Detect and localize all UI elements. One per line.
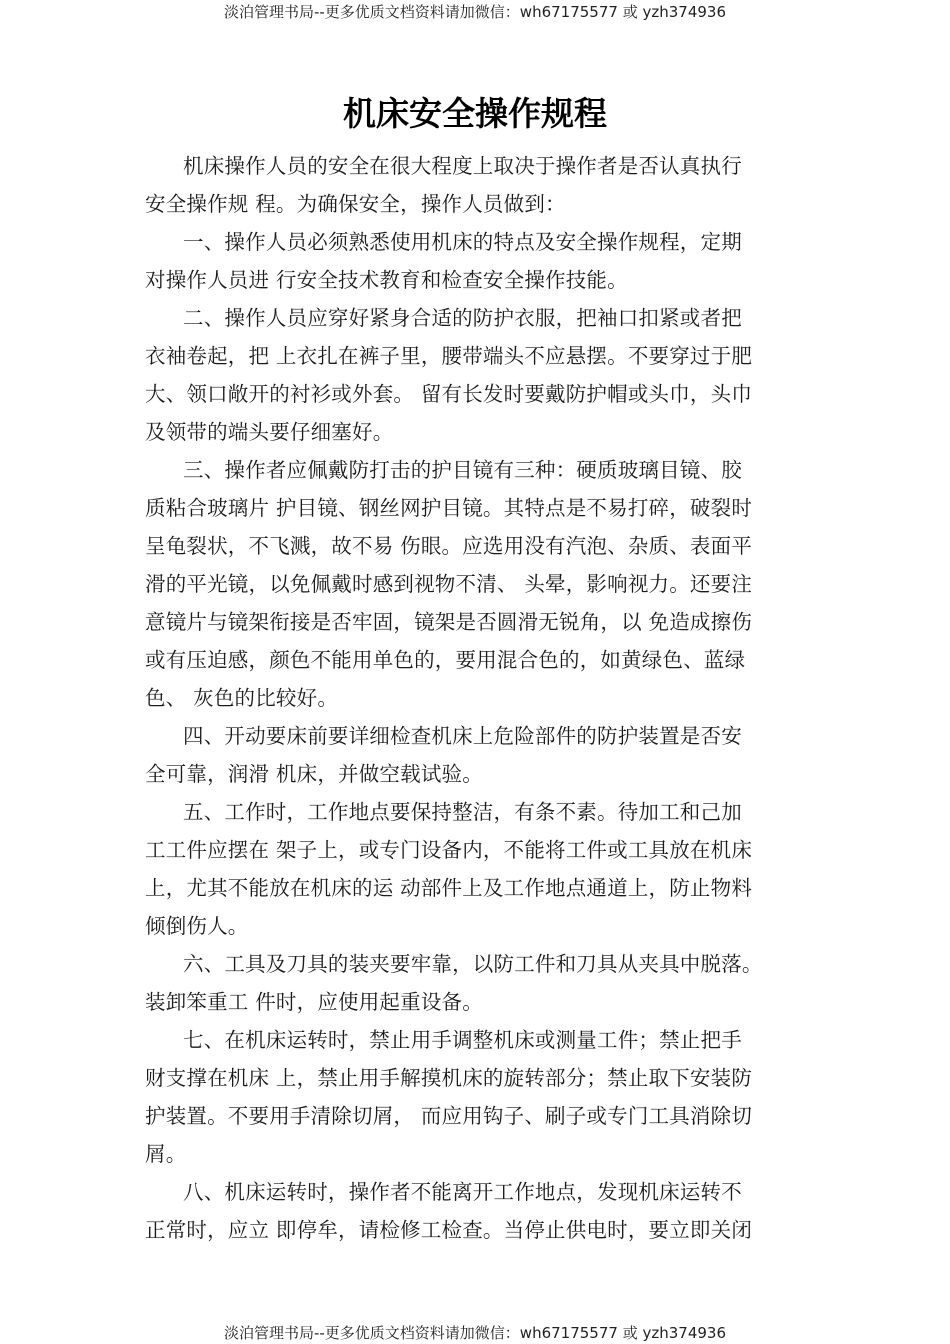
rule-1-line-2: 对操作人员进 行安全技术教育和检查安全操作技能。 [145,268,628,292]
rule-7-line-2: 财支撑在机床 上，禁止用手解摸机床的旋转部分；禁止取下安装防 [145,1066,753,1090]
rule-3-line-6: 或有压迫感，颜色不能用单色的，要用混合色的，如黄绿色、蓝绿 [145,648,746,672]
rule-5-line-1: 五、工作时，工作地点要保持整洁，有条不素。待加工和己加 [183,800,742,824]
rule-6-line-1: 六、工具及刀具的装夹要牢靠，以防工件和刀具从夹具中脱落。 [183,952,763,976]
rule-3-line-3: 呈龟裂状，不飞溅，故不易 伤眼。应选用没有汽泡、杂质、表面平 [145,534,753,558]
intro-line-2: 安全操作规 程。为确保安全，操作人员做到： [145,192,566,216]
rule-7-line-1: 七、在机床运转时，禁止用手调整机床或测量工件；禁止把手 [183,1028,742,1052]
rule-5-line-3: 上，尤其不能放在机床的运 动部件上及工作地点通道上，防止物料 [145,876,753,900]
rule-8-line-1: 八、机床运转时，操作者不能离开工作地点，发现机床运转不 [183,1180,742,1204]
rule-5-line-2: 工工件应摆在 架子上，或专门设备内，不能将工件或工具放在机床 [145,838,753,862]
rule-3-line-7: 色、 灰色的比较好。 [145,686,339,710]
rule-3-line-1: 三、操作者应佩戴防打击的护目镜有三种：硬质玻璃目镜、胶 [183,458,742,482]
rule-4-line-2: 全可靠，润滑 机床，并做空载试验。 [145,762,483,786]
rule-1-line-1: 一、操作人员必须熟悉使用机床的特点及安全操作规程，定期 [183,230,742,254]
rule-8-line-2: 正常时，应立 即停牟，请检修工检查。当停止供电时，要立即关闭 [145,1218,753,1242]
rule-3-line-2: 质粘合玻璃片 护目镜、钢丝网护目镜。其特点是不易打碎，破裂时 [145,496,753,520]
rule-2-line-1: 二、操作人员应穿好紧身合适的防护衣服，把袖口扣紧或者把 [183,306,742,330]
rule-2-line-3: 大、领口敞开的衬衫或外套。 留有长发时要戴防护帽或头巾，头巾 [145,382,753,406]
rule-7-line-3: 护装置。不要用手清除切屑， 而应用钩子、刷子或专门工具消除切 [145,1104,753,1128]
rule-3-line-5: 意镜片与镜架衔接是否牢固，镜架是否圆滑无锐角，以 免造成擦伤 [145,610,753,634]
rule-6-line-2: 装卸笨重工 件时，应使用起重设备。 [145,990,483,1014]
document-title: 机床安全操作规程 [343,94,607,133]
rule-4-line-1: 四、开动要床前要详细检查机床上危险部件的防护装置是否安 [183,724,742,748]
intro-line-1: 机床操作人员的安全在很大程度上取决于操作者是否认真执行 [183,154,742,178]
rule-2-line-4: 及领带的端头要仔细塞好。 [145,420,394,444]
rule-7-line-4: 屑。 [145,1142,187,1166]
rule-5-line-4: 倾倒伤人。 [145,914,249,938]
rule-3-line-4: 滑的平光镜，以免佩戴时感到视物不清、 头晕，影响视力。还要注 [145,572,753,596]
rule-2-line-2: 衣袖卷起，把 上衣扎在裤子里，腰带端头不应悬摆。不要穿过于肥 [145,344,753,368]
page-header: 淡泊管理书局--更多优质文档资料请加微信：wh67175577 或 yzh374936 [223,3,726,21]
page-footer: 淡泊管理书局--更多优质文档资料请加微信：wh67175577 或 yzh374936 [223,1324,726,1342]
